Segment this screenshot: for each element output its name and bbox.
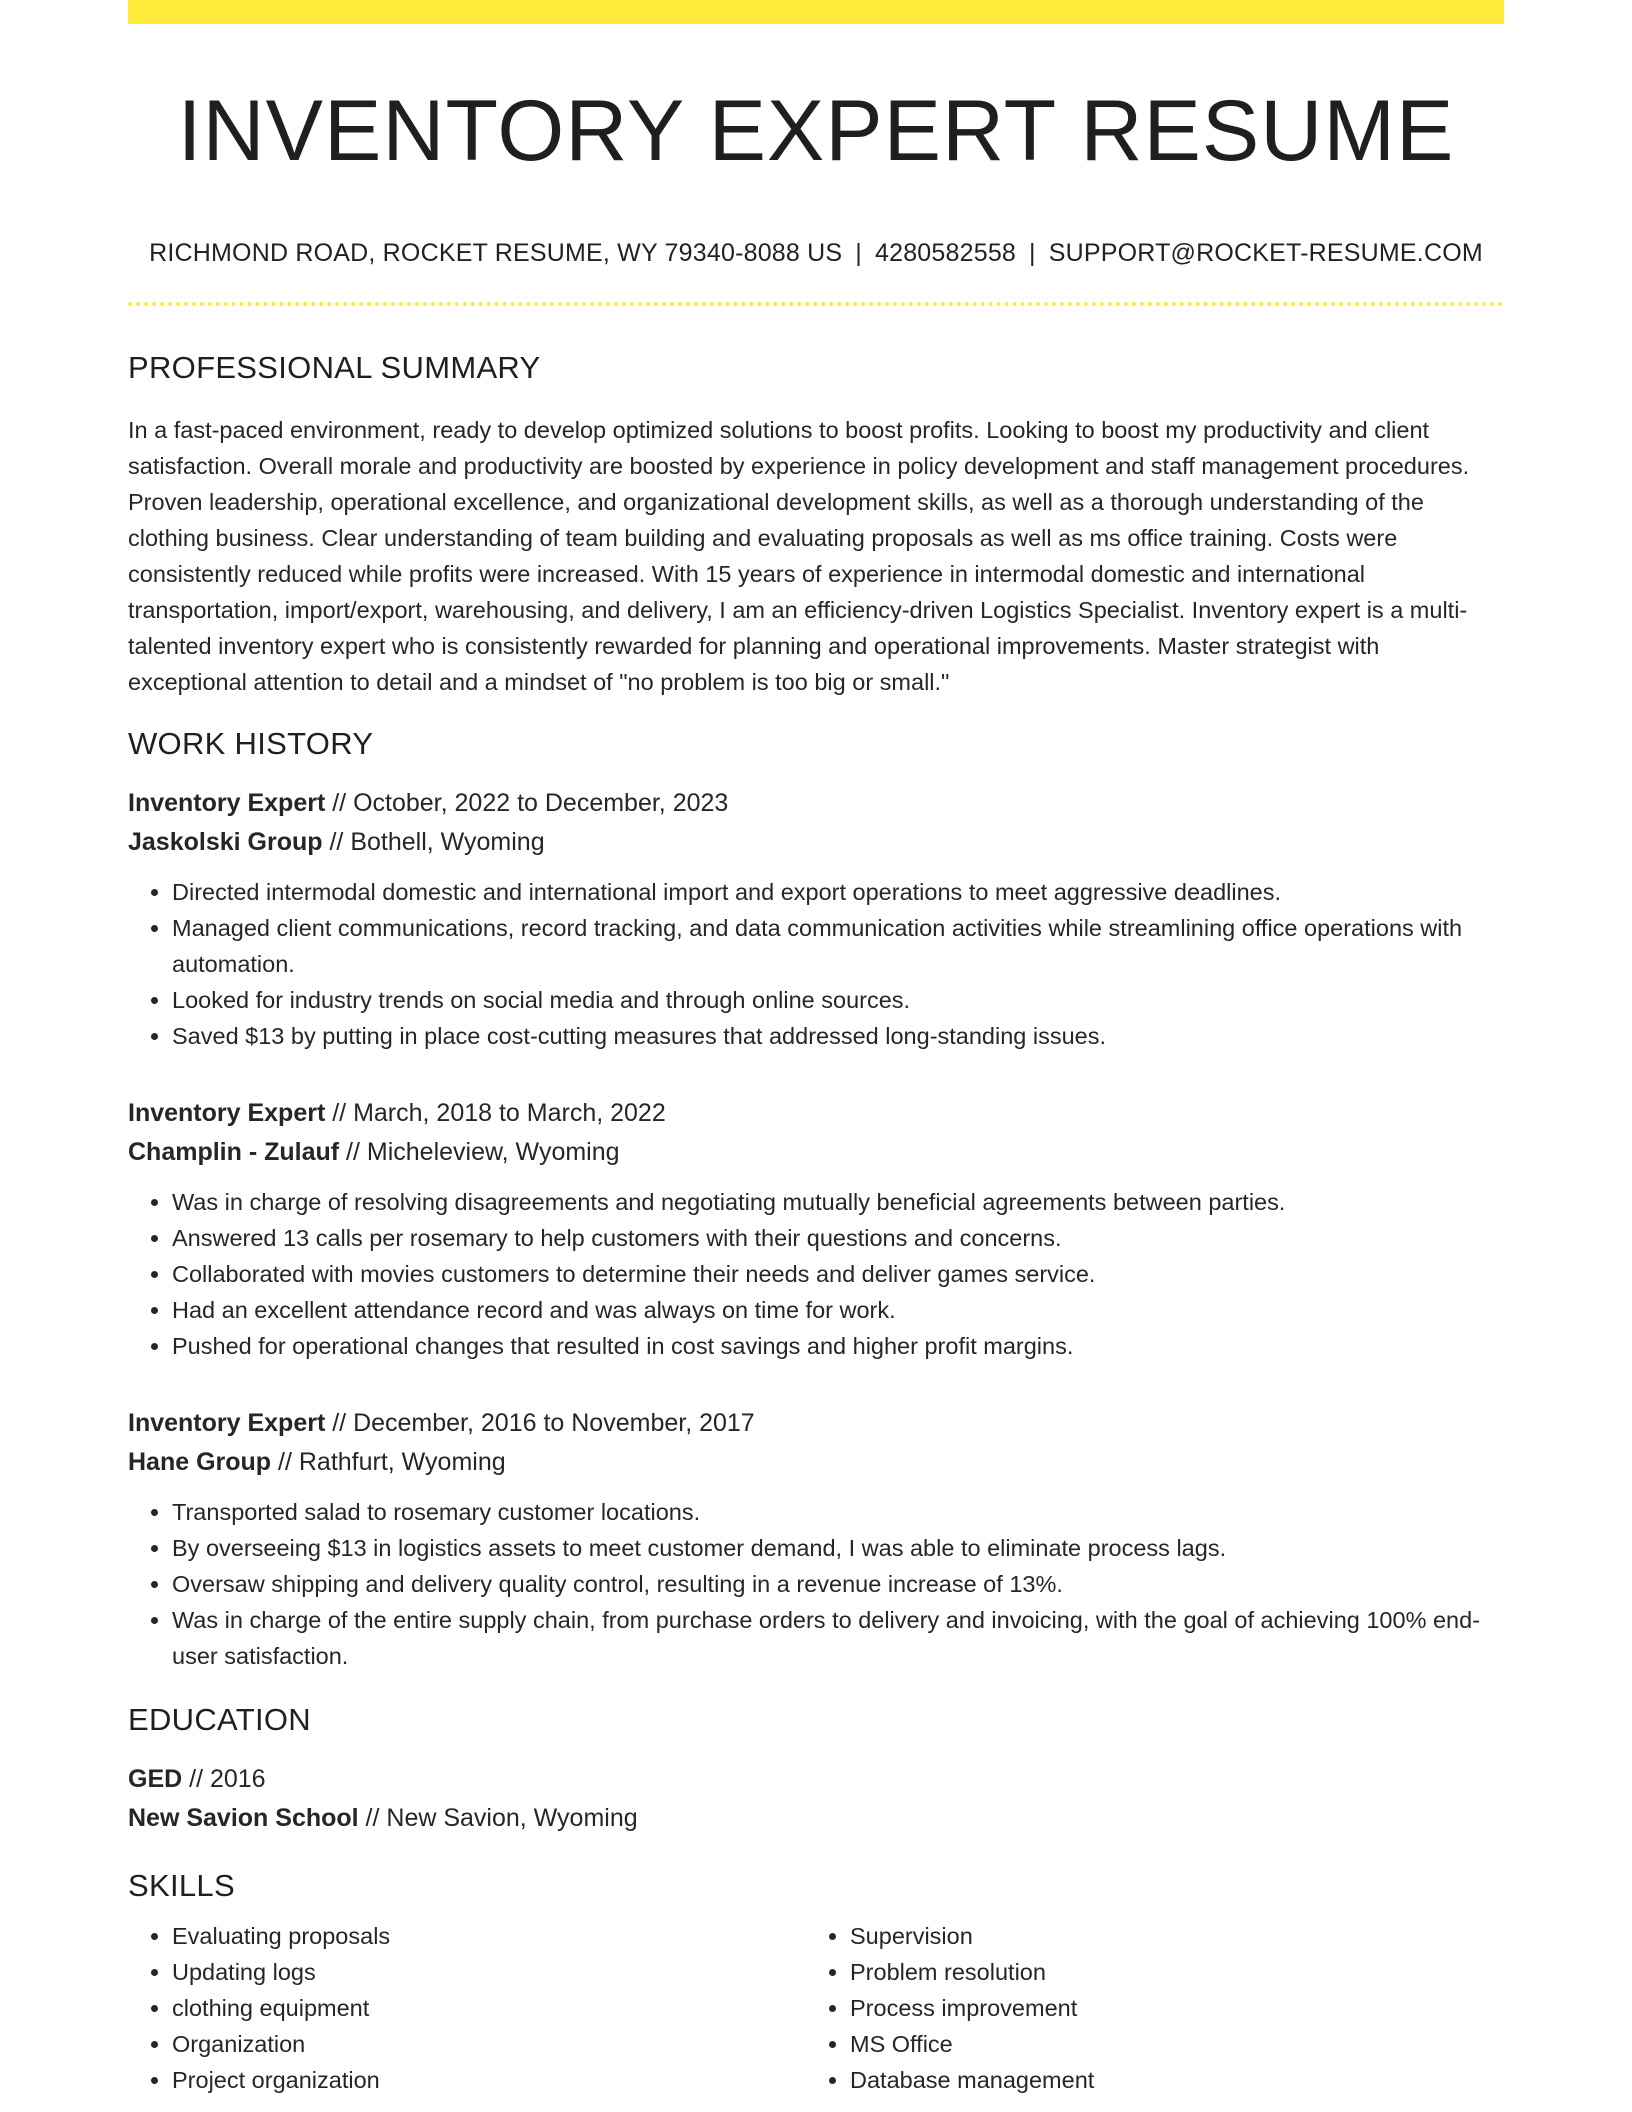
education-heading: EDUCATION xyxy=(128,1701,311,1737)
summary-heading: PROFESSIONAL SUMMARY xyxy=(128,349,541,385)
skill-item: • Supervision xyxy=(850,1918,1484,1954)
education-entry xyxy=(128,1760,1504,1838)
job-company: Jaskolski Group xyxy=(128,827,323,856)
skill-item: • Updating logs xyxy=(172,1954,806,1990)
job-entry xyxy=(128,784,1504,1054)
job-dates: // December, 2016 to November, 2017 xyxy=(325,1408,755,1437)
job-entry xyxy=(128,1404,1504,1674)
job-bullet: • Was in charge of the entire supply chain, from purchase orders to delivery and invoicing, with the goal of achieving 100% end-user satisfaction. xyxy=(172,1602,1504,1674)
job-title: Inventory Expert xyxy=(128,1408,326,1437)
skill-item: • Evaluating proposals xyxy=(172,1918,806,1954)
skills-column-left xyxy=(128,1918,806,2098)
skill-item: • Organization xyxy=(172,2026,806,2062)
job-company-line xyxy=(128,1443,1504,1482)
education-year: // 2016 xyxy=(182,1764,266,1793)
job-bullet: • Oversaw shipping and delivery quality control, resulting in a revenue increase of 13%. xyxy=(172,1566,1504,1602)
job-title-line xyxy=(128,1404,1504,1443)
education-degree: GED xyxy=(128,1764,183,1793)
contact-separator: | xyxy=(855,238,862,267)
contact-address: RICHMOND ROAD, ROCKET RESUME, WY 79340-8088 US xyxy=(149,238,843,267)
summary-text: In a fast-paced environment, ready to develop optimized solutions to boost profits. Looking to boost my productivity and client satisfaction. Overall morale and productivity are boosted by experience in policy development and staff management procedures. Proven leadership, operational excellence, and organizational development skills, as well as a thorough understanding of the clothing business. Clear understanding of team building and evaluating proposals as well as ms office training. Costs were consistently reduced while profits were increased. With 15 years of experience in intermodal domestic and international transportation, import/export, warehousing, and delivery, I am an efficiency-driven Logistics Specialist. Inventory expert is a multi-talented inventory expert who is consistently rewarded for planning and operational improvements. Master strategist with exceptional attention to detail and a mindset of "no problem is too big or small." xyxy=(128,416,1470,695)
job-bullet: • Transported salad to rosemary customer locations. xyxy=(172,1494,1504,1530)
contact-phone: 4280582558 xyxy=(875,238,1017,267)
job-title-line xyxy=(128,1094,1504,1133)
job-bullet: • Managed client communications, record tracking, and data communication activities while streamlining office operations with automation. xyxy=(172,910,1504,982)
job-bullet: • Had an excellent attendance record and was always on time for work. xyxy=(172,1292,1504,1328)
job-bullets xyxy=(128,874,1504,1054)
job-company-line xyxy=(128,823,1504,862)
job-bullets xyxy=(128,1184,1504,1364)
skills-column-right xyxy=(806,1918,1484,2098)
education-school: New Savion School xyxy=(128,1803,359,1832)
job-company: Hane Group xyxy=(128,1447,272,1476)
job-entry xyxy=(128,1094,1504,1364)
job-bullet: • Looked for industry trends on social media and through online sources. xyxy=(172,982,1504,1018)
education-school-line xyxy=(128,1799,1504,1838)
job-location: // Rathfurt, Wyoming xyxy=(271,1447,506,1476)
job-title-line xyxy=(128,784,1504,823)
skills-list xyxy=(128,1918,806,2098)
job-dates: // March, 2018 to March, 2022 xyxy=(325,1098,666,1127)
job-location: // Micheleview, Wyoming xyxy=(339,1137,620,1166)
job-dates: // October, 2022 to December, 2023 xyxy=(325,788,729,817)
job-bullet: • Pushed for operational changes that resulted in cost savings and higher profit margins. xyxy=(172,1328,1504,1364)
skill-item: • Project organization xyxy=(172,2062,806,2098)
skills-heading: SKILLS xyxy=(128,1867,235,1903)
job-bullet: • Was in charge of resolving disagreements and negotiating mutually beneficial agreements between parties. xyxy=(172,1184,1504,1220)
education-degree-line xyxy=(128,1760,1504,1799)
contact-line xyxy=(128,239,1504,268)
work-history-heading: WORK HISTORY xyxy=(128,725,374,761)
skill-item: • Problem resolution xyxy=(850,1954,1484,1990)
job-bullet: • Collaborated with movies customers to determine their needs and deliver games service. xyxy=(172,1256,1504,1292)
contact-email: SUPPORT@ROCKET-RESUME.COM xyxy=(1048,238,1483,267)
job-company-line xyxy=(128,1133,1504,1172)
job-bullet: • By overseeing $13 in logistics assets to meet customer demand, I was able to eliminate process lags. xyxy=(172,1530,1504,1566)
dotted-divider xyxy=(128,302,1504,306)
top-accent-bar xyxy=(128,0,1504,24)
job-title: Inventory Expert xyxy=(128,1098,326,1127)
resume-title: INVENTORY EXPERT RESUME xyxy=(177,83,1455,179)
skill-item: • Database management xyxy=(850,2062,1484,2098)
skill-item: • clothing equipment xyxy=(172,1990,806,2026)
job-bullets xyxy=(128,1494,1504,1674)
resume-page xyxy=(128,0,1504,2098)
skills-grid xyxy=(128,1918,1504,2098)
job-bullet: • Saved $13 by putting in place cost-cutting measures that addressed long-standing issues. xyxy=(172,1018,1504,1054)
job-bullet: • Answered 13 calls per rosemary to help customers with their questions and concerns. xyxy=(172,1220,1504,1256)
education-location: // New Savion, Wyoming xyxy=(358,1803,638,1832)
job-bullet: • Directed intermodal domestic and international import and export operations to meet aggressive deadlines. xyxy=(172,874,1504,910)
skills-list xyxy=(806,1918,1484,2098)
job-title: Inventory Expert xyxy=(128,788,326,817)
contact-separator: | xyxy=(1029,238,1036,267)
skill-item: • MS Office xyxy=(850,2026,1484,2062)
job-location: // Bothell, Wyoming xyxy=(322,827,545,856)
skill-item: • Process improvement xyxy=(850,1990,1484,2026)
job-company: Champlin - Zulauf xyxy=(128,1137,340,1166)
